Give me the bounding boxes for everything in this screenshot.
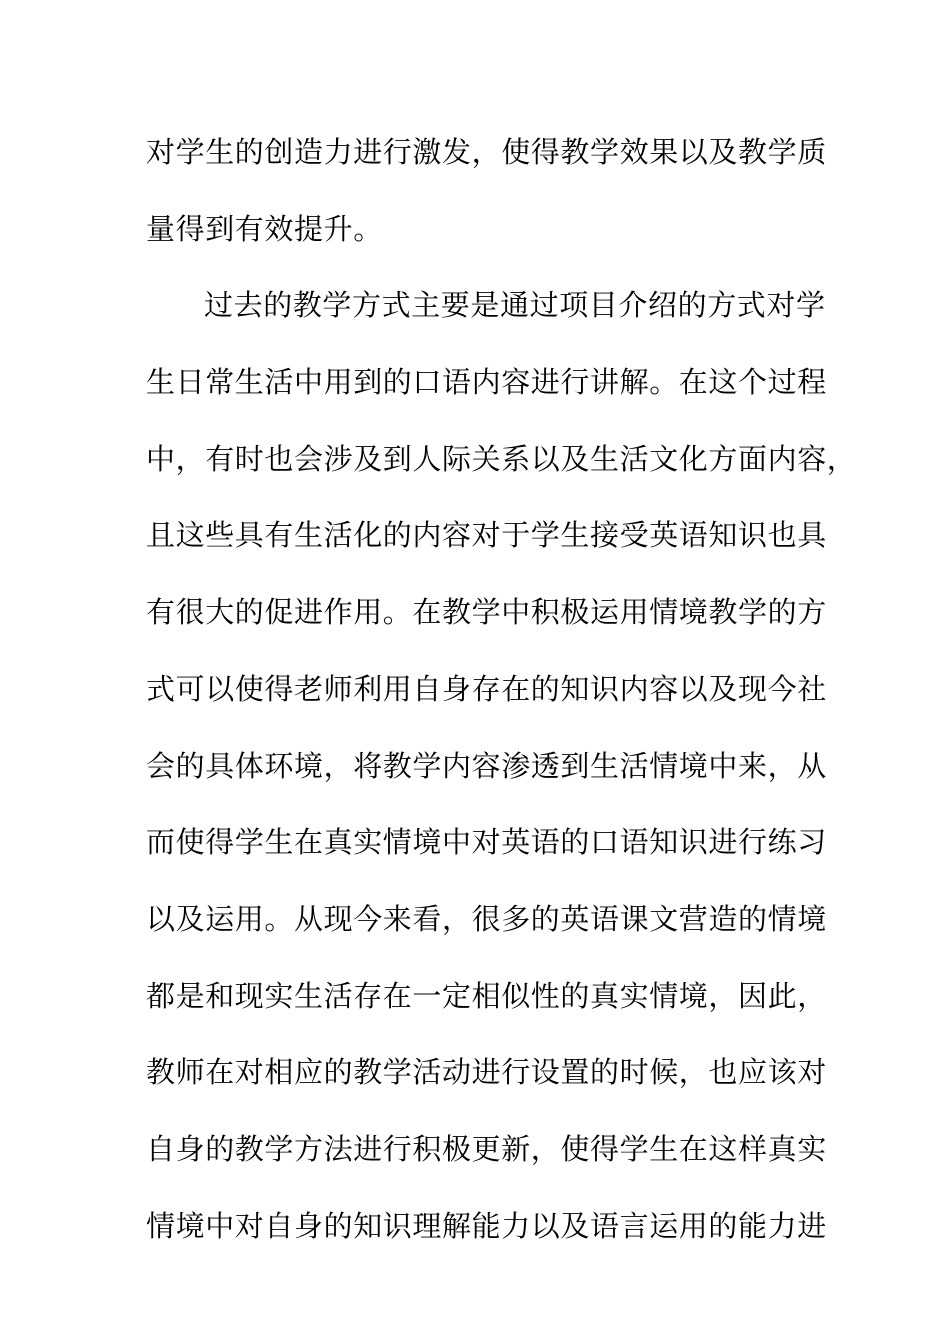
text-line-12: 都是和现实生活存在一定相似性的真实情境，因此， [146, 978, 827, 1013]
text-line-13: 教师在对相应的教学活动进行设置的时候，也应该对 [146, 1055, 827, 1090]
text-line-10: 而使得学生在真实情境中对英语的口语知识进行练习 [146, 825, 827, 860]
text-line-6: 且这些具有生活化的内容对于学生接受英语知识也具 [146, 518, 827, 553]
text-line-14: 自身的教学方法进行积极更新，使得学生在这样真实 [146, 1131, 827, 1166]
text-line-4: 生日常生活中用到的口语内容进行讲解。在这个过程 [146, 365, 827, 400]
text-line-7: 有很大的促进作用。在教学中积极运用情境教学的方 [146, 595, 827, 630]
text-line-3-paragraph-start: 过去的教学方式主要是通过项目介绍的方式对学 [204, 288, 826, 323]
text-line-15: 情境中对自身的知识理解能力以及语言运用的能力进 [146, 1208, 827, 1243]
body-text [146, 123, 857, 1273]
text-line-8: 式可以使得老师利用自身存在的知识内容以及现今社 [146, 671, 827, 706]
text-line-11: 以及运用。从现今来看，很多的英语课文营造的情境 [146, 901, 827, 936]
text-line-1: 对学生的创造力进行激发，使得教学效果以及教学质 [146, 135, 827, 169]
text-line-5: 中，有时也会涉及到人际关系以及生活文化方面内容， [146, 441, 857, 476]
text-line-9: 会的具体环境，将教学内容渗透到生活情境中来，从 [146, 748, 827, 783]
text-line-2: 量得到有效提升。 [146, 211, 383, 246]
